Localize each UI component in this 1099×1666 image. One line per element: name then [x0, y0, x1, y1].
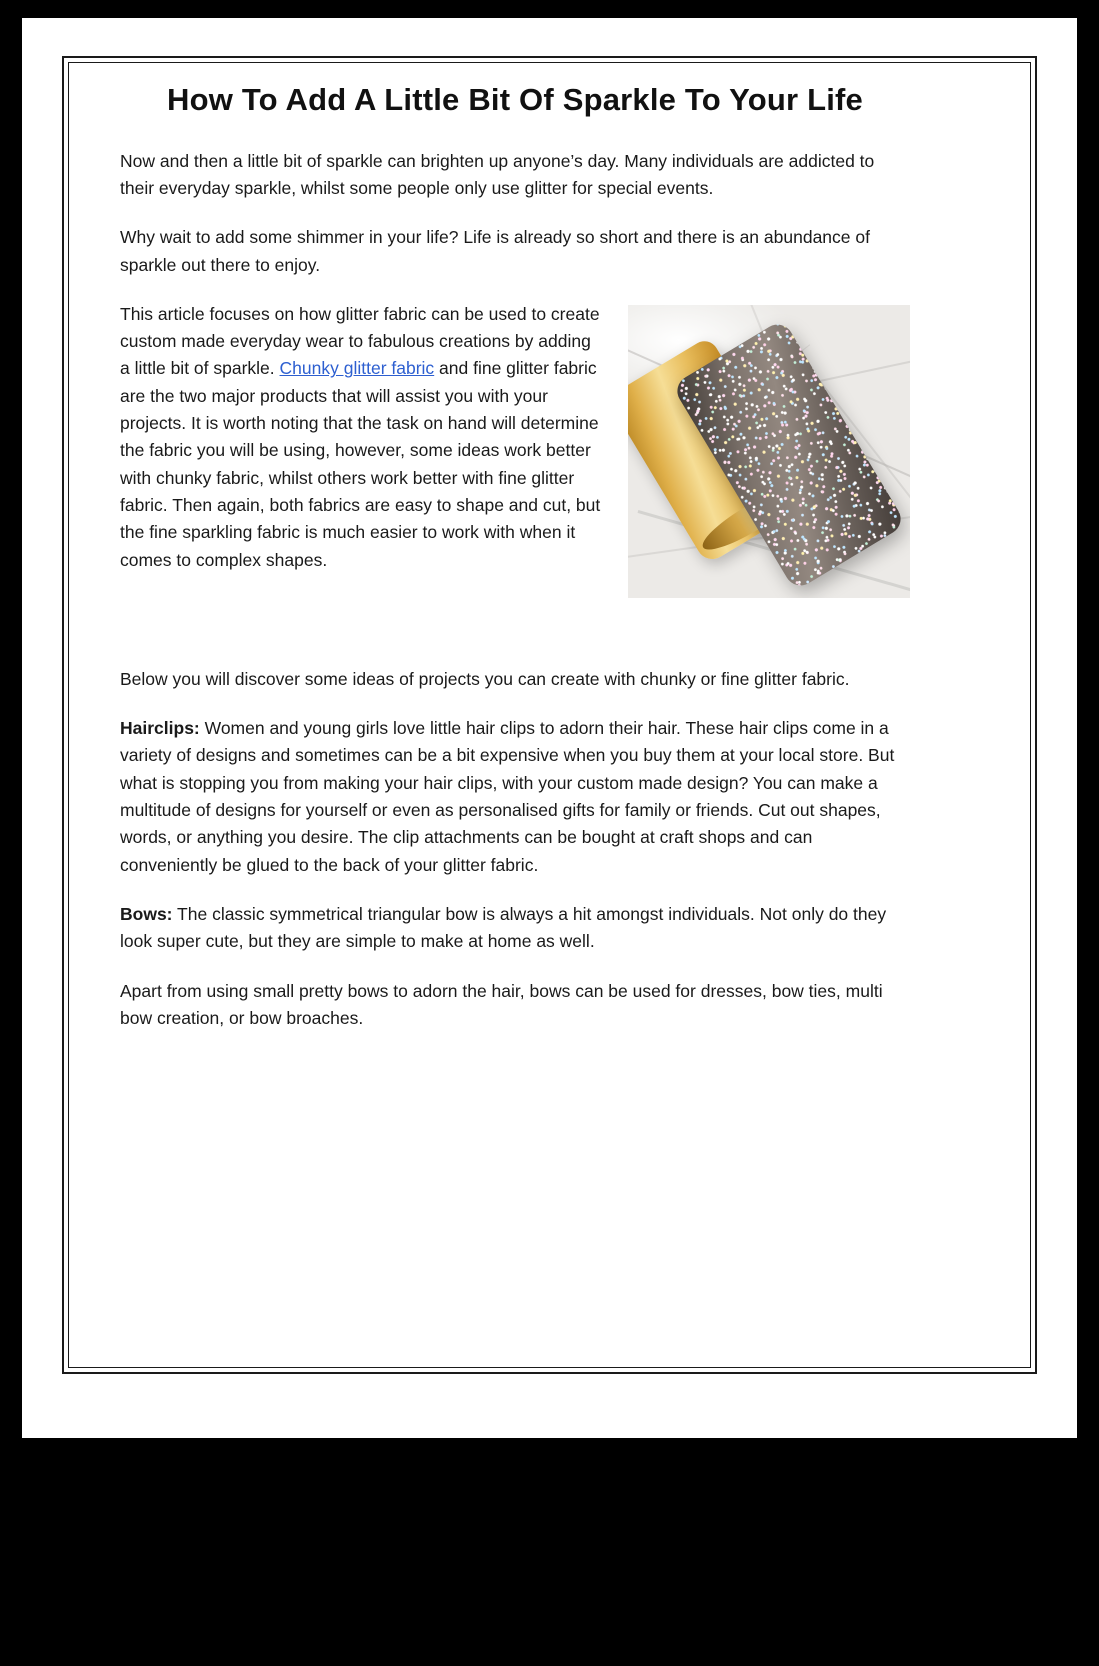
paragraph-intro-2: Why wait to add some shimmer in your life? Life is already so short and there is an abundance of sparkle out there to enjoy.	[120, 227, 870, 275]
hairclips-heading: Hairclips:	[120, 718, 200, 739]
paragraph-bows-uses: Apart from using small pretty bows to adorn the hair, bows can be used for dresses, bow ties, multi bow creation, or bow broaches.	[120, 980, 883, 1028]
document-content	[120, 80, 910, 1054]
paragraph-bows	[120, 901, 910, 956]
paragraph-projects-intro: Below you will discover some ideas of projects you can create with chunky or fine glitter fabric.	[120, 668, 850, 689]
document-page	[22, 18, 1077, 1438]
bows-heading: Bows:	[120, 903, 173, 924]
paragraph-text-before-link: This article focuses on how glitter fabric can be used to create custom made everyday wear to fabulous creations by adding a little bit of sparkle.	[120, 303, 600, 379]
paragraph-intro-1: Now and then a little bit of sparkle can brighten up anyone’s day. Many individuals are addicted to their everyday sparkle, whilst some people only use glitter for special events.	[120, 150, 875, 198]
glitter-fabric-rolls-photo	[628, 305, 910, 598]
paragraph-hairclips	[120, 715, 910, 879]
hairclips-text: Women and young girls love little hair clips to adorn their hair. These hair clips come in a variety of designs and sometimes can be a bit expensive when you buy them at your local store. But what is stopping you from making your hair clips, with your custom made design? You can make a multitude of designs for yourself or even as personalised gifts for family or friends. Cut out shapes, words, or anything you desire. The clip attachments can be bought at craft shops and can conveniently be glued to the back of your glitter fabric.	[120, 718, 895, 875]
page-title: How To Add A Little Bit Of Sparkle To Your Life	[167, 82, 863, 117]
chunky-glitter-fabric-link[interactable]: Chunky glitter fabric	[279, 358, 435, 379]
bows-text: The classic symmetrical triangular bow is always a hit amongst individuals. Not only do they look super cute, but they are simple to make at home as well.	[120, 903, 887, 952]
paragraph-text-after-link: and fine glitter fabric are the two major products that will assist you with your projects. It is worth noting that the task on hand will determine the fabric you will be using, however, some ideas work better with chunky fabric, whilst others work better with fine glitter fabric. Then again, both fabrics are easy to shape and cut, but the fine sparkling fabric is much easier to work with when it comes to complex shapes.	[120, 358, 601, 570]
